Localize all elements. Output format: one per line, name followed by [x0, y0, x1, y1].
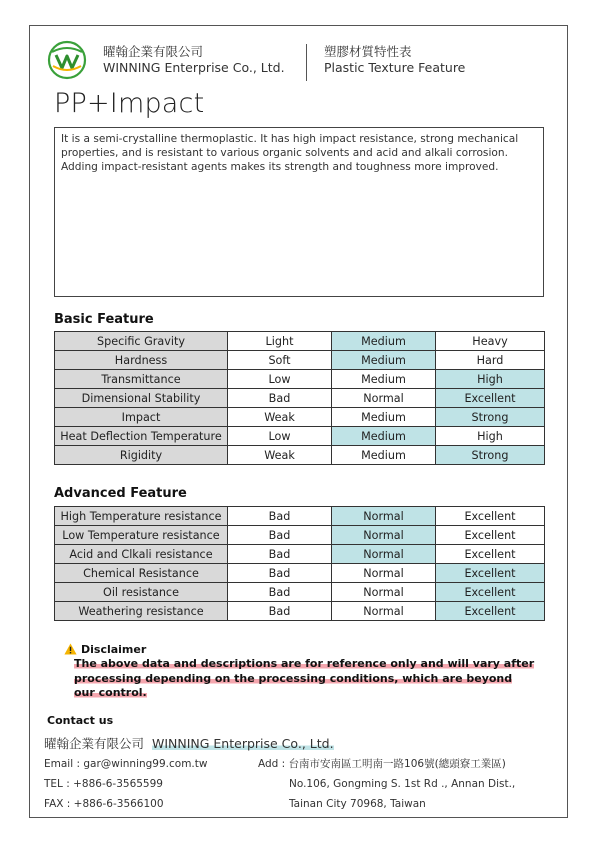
- contact-company-zh: 曜翰企業有限公司: [44, 736, 145, 751]
- feature-option-selected: Normal: [332, 507, 436, 526]
- feature-option: Hard: [436, 351, 545, 370]
- feature-option: Normal: [332, 389, 436, 408]
- feature-option: Normal: [332, 583, 436, 602]
- contact-address-en: [289, 774, 515, 814]
- feature-option: Light: [228, 332, 332, 351]
- feature-label: High Temperature resistance: [55, 507, 228, 526]
- feature-option-selected: Excellent: [436, 564, 545, 583]
- table-row: [55, 351, 545, 370]
- feature-option: Medium: [332, 408, 436, 427]
- feature-option: Weak: [228, 446, 332, 465]
- product-description: It is a semi-crystalline thermoplastic. It has high impact resistance, strong mechanical properties, and is resistant to various organic solvents and acid and alkali corrosion. Adding impact-resistant agents makes its strength and toughness more improved.: [54, 127, 544, 297]
- contact-tel: TEL : +886-6-3565599: [44, 778, 163, 790]
- table-row: [55, 408, 545, 427]
- feature-option: Bad: [228, 526, 332, 545]
- table-row: [55, 564, 545, 583]
- feature-label: Weathering resistance: [55, 602, 228, 621]
- feature-option-selected: Excellent: [436, 389, 545, 408]
- feature-label: Impact: [55, 408, 228, 427]
- feature-option-selected: Medium: [332, 427, 436, 446]
- feature-option: Low: [228, 427, 332, 446]
- table-row: [55, 545, 545, 564]
- feature-option: Normal: [332, 602, 436, 621]
- feature-option: Weak: [228, 408, 332, 427]
- feature-label: Dimensional Stability: [55, 389, 228, 408]
- feature-option: Medium: [332, 446, 436, 465]
- feature-label: Heat Deflection Temperature: [55, 427, 228, 446]
- table-row: [55, 583, 545, 602]
- doc-title-zh: 塑膠材質特性表: [324, 44, 412, 59]
- feature-option: Low: [228, 370, 332, 389]
- feature-option-selected: Normal: [332, 545, 436, 564]
- contact-email[interactable]: Email : gar@winning99.com.tw: [44, 758, 208, 770]
- feature-label: Transmittance: [55, 370, 228, 389]
- feature-option: Bad: [228, 564, 332, 583]
- disclaimer-line: processing depending on the processing conditions, which are beyond: [74, 671, 513, 685]
- disclaimer-title: Disclaimer: [81, 643, 147, 656]
- feature-option: Bad: [228, 583, 332, 602]
- header-doc-title: [324, 44, 465, 76]
- winning-logo-icon: [47, 40, 87, 80]
- feature-option-selected: Strong: [436, 446, 545, 465]
- header-company: [103, 44, 285, 76]
- feature-option: High: [436, 427, 545, 446]
- feature-option-selected: Medium: [332, 332, 436, 351]
- table-row: [55, 370, 545, 389]
- feature-label: Rigidity: [55, 446, 228, 465]
- basic-feature-table: [54, 331, 545, 465]
- feature-option: Excellent: [436, 526, 545, 545]
- basic-feature-title: Basic Feature: [54, 312, 154, 327]
- table-row: [55, 332, 545, 351]
- feature-option: Bad: [228, 545, 332, 564]
- feature-option-selected: Excellent: [436, 583, 545, 602]
- product-name: PP+Impact: [54, 88, 205, 119]
- feature-label: Hardness: [55, 351, 228, 370]
- feature-label: Oil resistance: [55, 583, 228, 602]
- disclaimer-line: The above data and descriptions are for reference only and will vary after: [74, 657, 535, 670]
- feature-option-selected: Strong: [436, 408, 545, 427]
- advanced-feature-table: [54, 506, 545, 621]
- contact-company: [44, 734, 334, 752]
- address-zh: 台南市安南區工明南一路106號(總頭寮工業區): [288, 758, 506, 770]
- contact-address-zh-line: [258, 754, 506, 774]
- feature-option-selected: Medium: [332, 351, 436, 370]
- feature-option: Soft: [228, 351, 332, 370]
- contact-title: Contact us: [47, 714, 114, 727]
- feature-option: Heavy: [436, 332, 545, 351]
- warning-icon: [64, 643, 77, 655]
- table-row: [55, 389, 545, 408]
- feature-option: Bad: [228, 602, 332, 621]
- table-row: [55, 526, 545, 545]
- contact-fax: FAX : +886-6-3566100: [44, 798, 164, 810]
- header-divider: [306, 44, 307, 81]
- address-label: Add :: [258, 758, 286, 770]
- contact-company-en: WINNING Enterprise Co., Ltd.: [151, 736, 334, 751]
- disclaimer-line: our control.: [74, 686, 147, 699]
- disclaimer-text: [74, 657, 544, 701]
- feature-option-selected: Normal: [332, 526, 436, 545]
- feature-label: Chemical Resistance: [55, 564, 228, 583]
- feature-option: Bad: [228, 389, 332, 408]
- table-row: [55, 427, 545, 446]
- feature-option: Bad: [228, 507, 332, 526]
- feature-label: Acid and Clkali resistance: [55, 545, 228, 564]
- advanced-feature-title: Advanced Feature: [54, 486, 187, 501]
- table-row: [55, 507, 545, 526]
- feature-option: Excellent: [436, 545, 545, 564]
- company-name-zh: 曜翰企業有限公司: [103, 44, 204, 59]
- feature-label: Specific Gravity: [55, 332, 228, 351]
- feature-option-selected: Excellent: [436, 602, 545, 621]
- feature-label: Low Temperature resistance: [55, 526, 228, 545]
- company-name-en: WINNING Enterprise Co., Ltd.: [103, 60, 285, 75]
- feature-option-selected: High: [436, 370, 545, 389]
- feature-option: Medium: [332, 370, 436, 389]
- feature-option: Excellent: [436, 507, 545, 526]
- address-en-line: Tainan City 70968, Taiwan: [289, 798, 426, 810]
- feature-option: Normal: [332, 564, 436, 583]
- table-row: [55, 446, 545, 465]
- table-row: [55, 602, 545, 621]
- doc-title-en: Plastic Texture Feature: [324, 60, 466, 75]
- contact-details: [44, 754, 207, 814]
- address-en-line: No.106, Gongming S. 1st Rd ., Annan Dist.,: [289, 778, 516, 790]
